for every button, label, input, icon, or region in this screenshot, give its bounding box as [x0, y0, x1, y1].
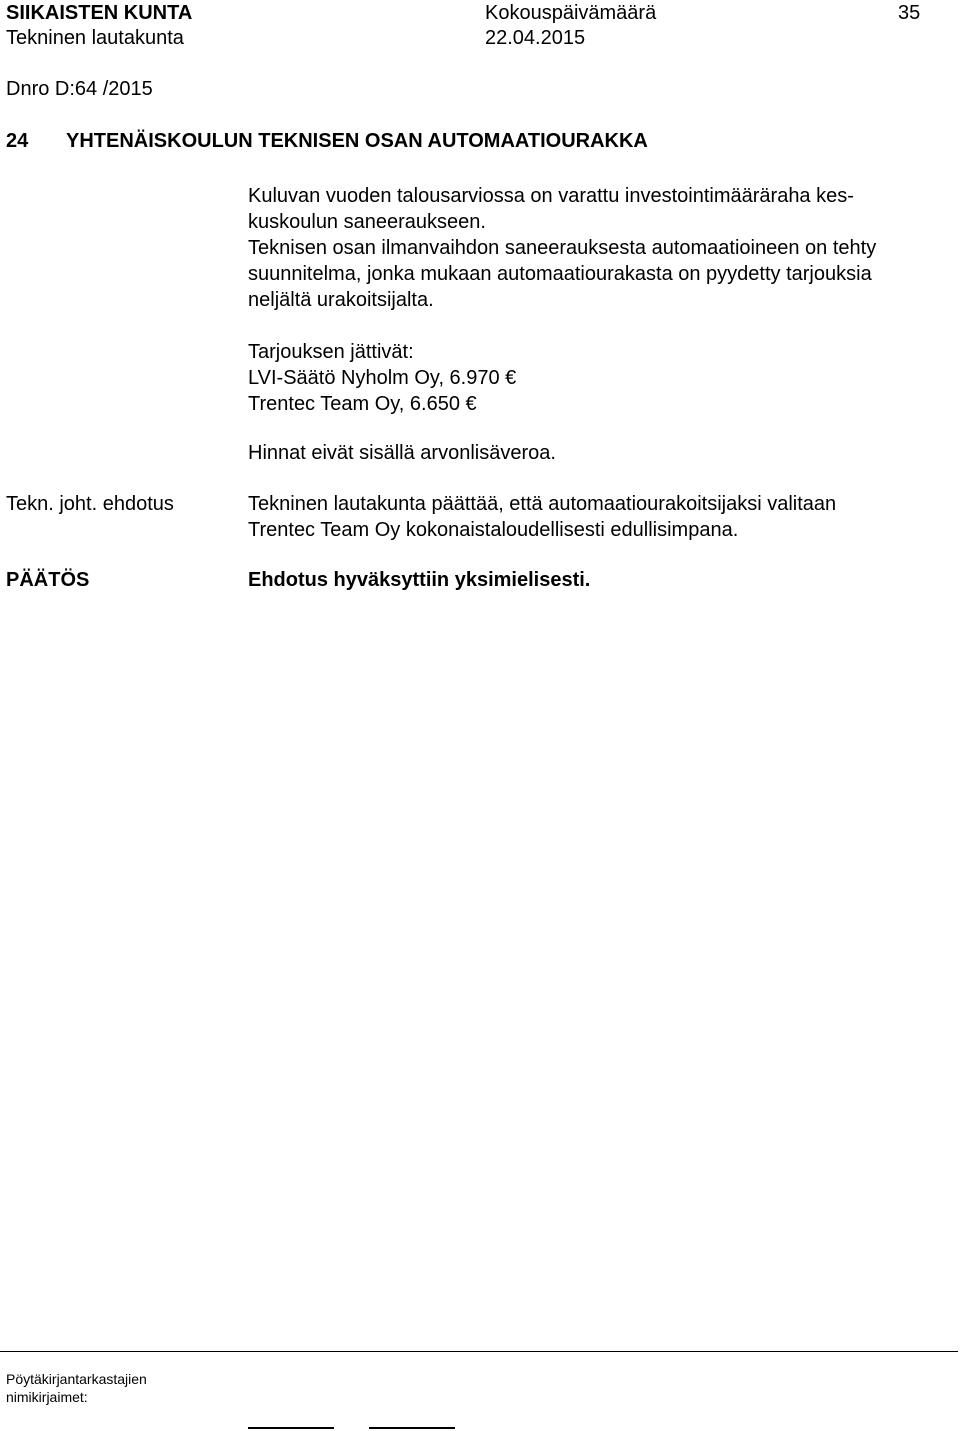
meeting-date: 22.04.2015: [485, 27, 586, 49]
bids-section: [248, 339, 948, 417]
vat-note: [248, 440, 948, 466]
body-line: Teknisen osan ilmanvaihdon saneerauksesta automaatioineen on tehty: [248, 237, 877, 259]
reference-number: Dnro D:64 /2015: [6, 78, 153, 100]
item-title: YHTENÄISKOULUN TEKNISEN OSAN AUTOMAATIOURAKKA: [66, 130, 648, 152]
decision-label: PÄÄTÖS: [6, 569, 90, 591]
organization-name: SIIKAISTEN KUNTA: [6, 2, 193, 24]
committee-name: Tekninen lautakunta: [6, 27, 184, 49]
signature-line-1: [248, 1427, 334, 1429]
body-line: neljältä urakoitsijalta.: [248, 289, 434, 311]
meeting-date-label: Kokouspäivämäärä: [485, 2, 657, 24]
proposal-line: Trentec Team Oy kokonaistaloudellisesti edullisimpana.: [248, 519, 739, 541]
bid-item: Trentec Team Oy, 6.650 €: [248, 393, 477, 415]
signature-line-2: [369, 1427, 455, 1429]
footer-label-line1: Pöytäkirjantarkastajien: [6, 1371, 147, 1387]
page-number: 35: [898, 2, 921, 24]
proposal-text: [248, 491, 948, 543]
bids-heading: Tarjouksen jättivät:: [248, 341, 414, 363]
decision-text: Ehdotus hyväksyttiin yksimielisesti.: [248, 569, 591, 591]
bid-item: LVI-Säätö Nyholm Oy, 6.970 €: [248, 367, 517, 389]
item-number: 24: [6, 130, 29, 152]
body-line: kuskoulun saneeraukseen.: [248, 211, 486, 233]
proposal-line: Tekninen lautakunta päättää, että automaatiourakoitsijaksi valitaan: [248, 493, 837, 515]
body-line: Kuluvan vuoden talousarviossa on varattu investointimääräraha kes-: [248, 185, 854, 207]
footer-divider: [0, 1351, 958, 1352]
footer-label-line2: nimikirjaimet:: [6, 1389, 88, 1405]
proposal-label: Tekn. joht. ehdotus: [6, 493, 174, 515]
body-line: suunnitelma, jonka mukaan automaatiourakasta on pyydetty tarjouksia: [248, 263, 872, 285]
body-intro: [248, 183, 948, 313]
vat-note-text: Hinnat eivät sisällä arvonlisäveroa.: [248, 442, 556, 464]
